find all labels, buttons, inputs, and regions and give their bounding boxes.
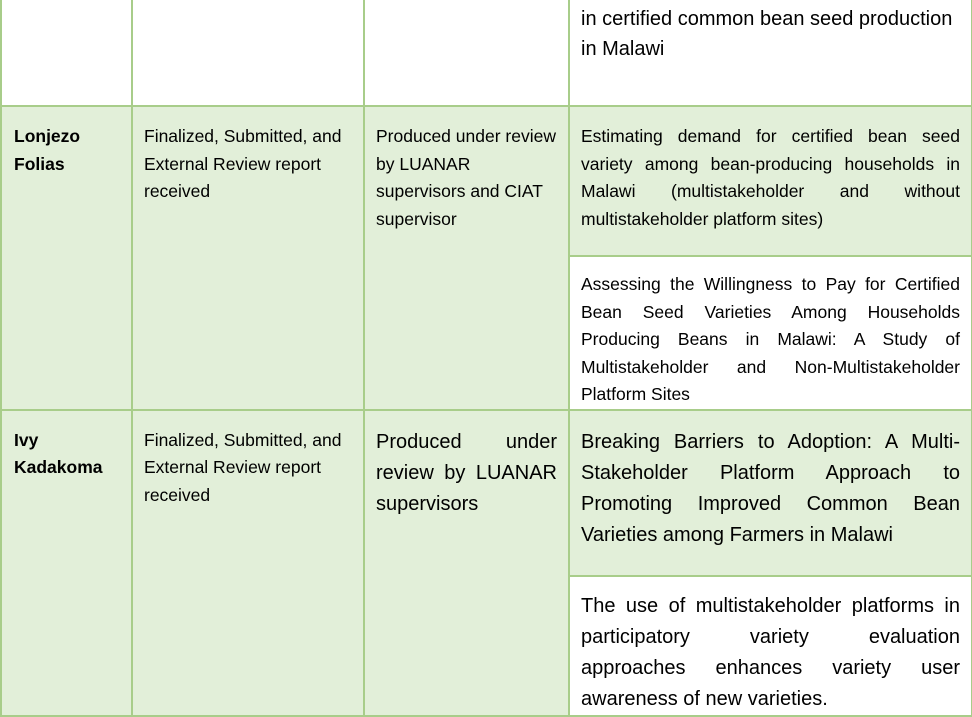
table-row: [1, 410, 972, 576]
thesis-title-cell: Estimating demand for certified bean seed variety among bean-producing households in Malawi (multistakeholder and without multistakeholder platform sites): [569, 106, 972, 256]
student-name-cell: [1, 0, 132, 106]
review-cell: Produced under review by LUANAR supervisors and CIAT supervisor: [364, 106, 569, 410]
table-row: [1, 106, 972, 256]
thesis-title-cell: Assessing the Willingness to Pay for Certified Bean Seed Varieties Among Households Producing Beans in Malawi: A Study of Multistakeholder and Non-Multistakeholder Platform Sites: [569, 256, 972, 410]
thesis-title-cell: Breaking Barriers to Adoption: A Multi-Stakeholder Platform Approach to Promoting Improved Common Bean Varieties among Farmers in Malawi: [569, 410, 972, 576]
student-name-cell: Ivy Kadakoma: [1, 410, 132, 716]
student-name-cell: Lonjezo Folias: [1, 106, 132, 410]
status-cell: [132, 0, 364, 106]
review-cell: Produced under review by LUANAR supervisors: [364, 410, 569, 716]
status-cell: Finalized, Submitted, and External Review report received: [132, 106, 364, 410]
table-row: [1, 0, 972, 106]
thesis-title-cell: in certified common bean seed production in Malawi: [569, 0, 972, 106]
thesis-title-cell: The use of multistakeholder platforms in participatory variety evaluation approaches enhances variety user awareness of new varieties.: [569, 576, 972, 716]
review-cell: [364, 0, 569, 106]
status-cell: Finalized, Submitted, and External Review report received: [132, 410, 364, 716]
